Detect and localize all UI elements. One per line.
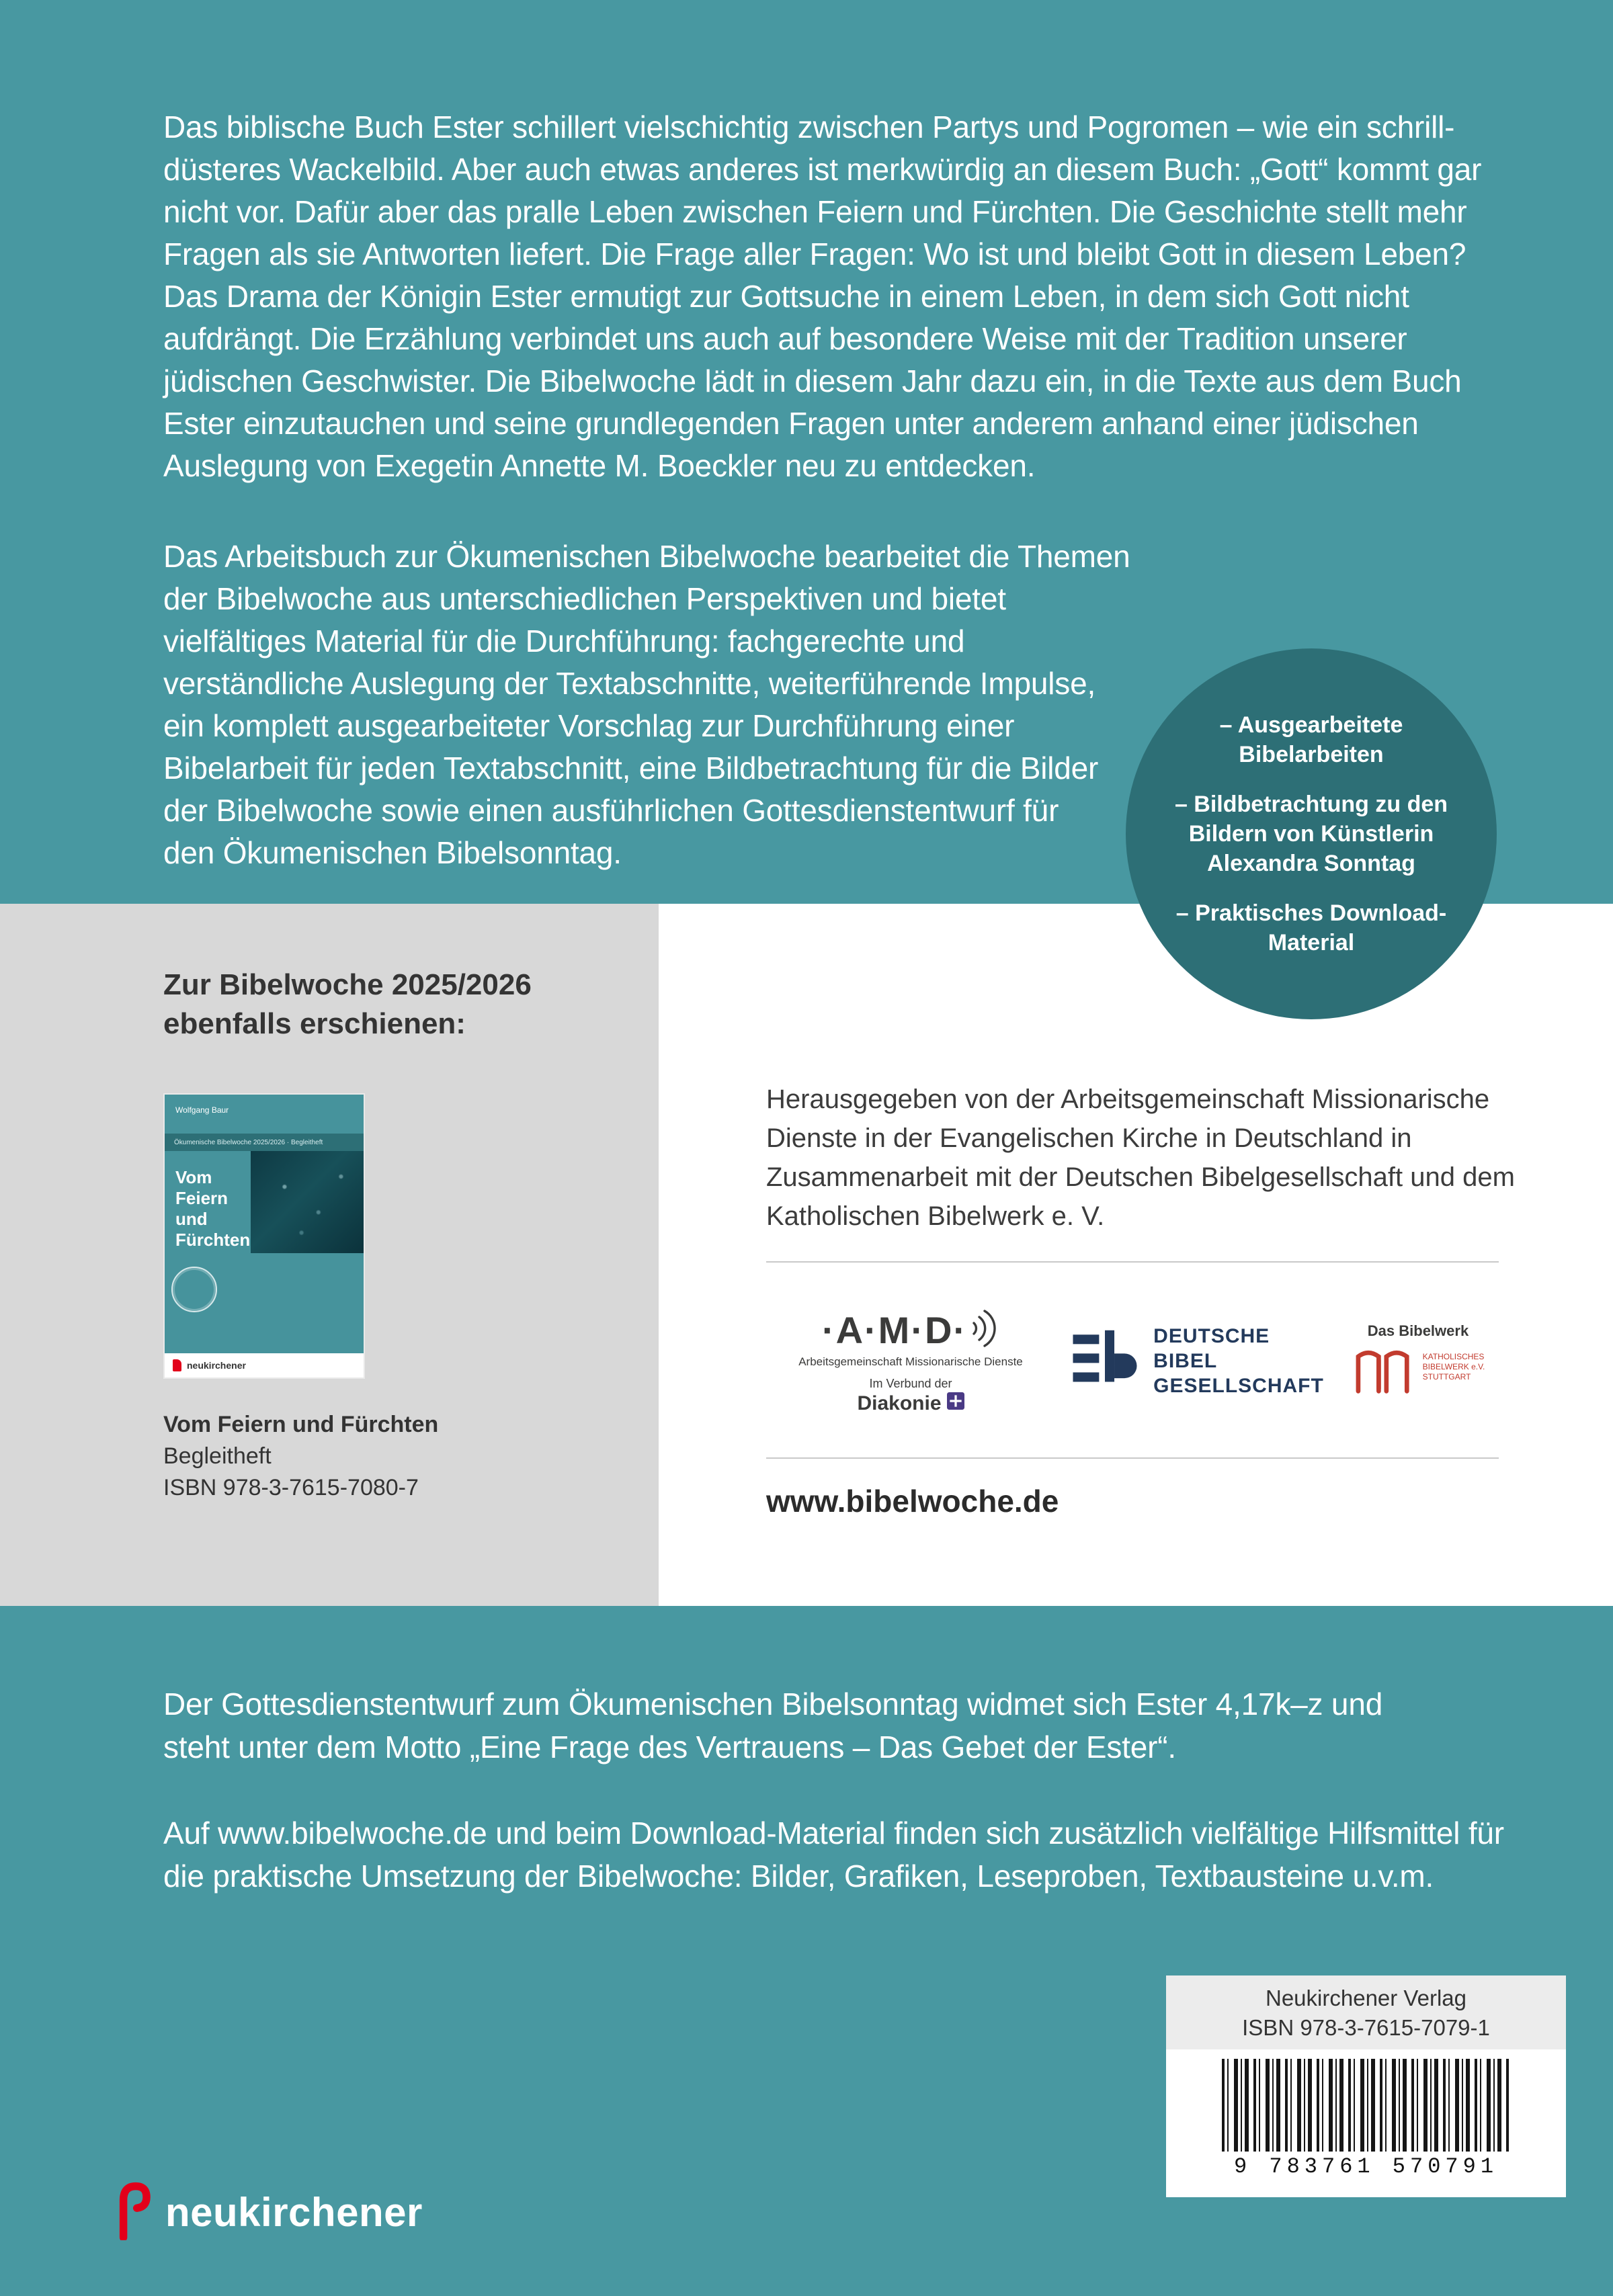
feature-circle [1126,648,1497,1019]
publisher-panel [659,904,1613,1606]
diakonie-crest-icon [947,1392,964,1415]
cover-publisher-name: neukirchener [187,1360,246,1371]
amd-network-line: Im Verbund der [869,1377,952,1390]
also-published-heading: Zur Bibelwoche 2025/2026 ebenfalls erschienen: [163,968,532,1040]
website-url: www.bibelwoche.de [766,1484,1059,1519]
publisher-logos-row [766,1280,1499,1441]
neukirchener-wordmark: neukirchener [165,2190,423,2235]
divider-bottom [766,1457,1499,1459]
amd-monogram: ·A·M·D· [821,1309,968,1351]
divider-top [766,1261,1499,1263]
caption-title: Vom Feiern und Fürchten [163,1412,439,1437]
cover-publisher-icon [173,1359,181,1371]
publisher-text: Herausgegeben von der Arbeitsgemeinschaft Missionarische Dienste in der Evangelischen Kirche in Deutschland in Zusammenarbeit mit der Deutschen Bibelgesellschaft und dem Katholischen Bibelwerk e. V. [766,1085,1515,1231]
bibelwerk-title: Das Bibelwerk [1367,1322,1469,1339]
amd-caption: Arbeitsgemeinschaft Missionarische Dienste [798,1355,1023,1368]
amd-soundwave-icon [970,1306,999,1354]
bibelwerk-book-icon [1352,1343,1416,1400]
dbg-book-icon [1069,1323,1141,1399]
cover-publisher-strip [165,1353,364,1377]
dbg-line2: BIBEL [1153,1349,1218,1372]
amd-logo [766,1306,1055,1415]
outro-paragraph-2: Auf www.bibelwoche.de und beim Download-Material finden sich zusätzlich vielfältige Hilfsmittel für die praktische Umsetzung der Bibelwoche: Bilder, Grafiken, Leseproben, Textbausteine u.v.m. [163,1816,1504,1894]
bibelwerk-line2: BIBELWERK e.V. [1422,1361,1485,1371]
book-cover-thumbnail [163,1093,365,1379]
cover-title: Vom Feiern und Fürchten [175,1167,251,1250]
feature-item-3: – Praktisches Download-Material [1175,900,1447,955]
barcode-isbn: ISBN 978-3-7615-7079-1 [1242,2015,1490,2040]
barcode-box [1166,1975,1566,2197]
ean-barcode [1222,2059,1511,2152]
cover-badge-icon [171,1267,217,1312]
diakonie-lockup [766,1392,1055,1415]
cover-series-band: Ökumenische Bibelwoche 2025/2026 · Begleitheft [165,1134,364,1151]
intro-paragraph-1: Das biblische Buch Ester schillert vielschichtig zwischen Partys und Pogromen – wie ein schrill-düsteres Wackelbild. Aber auch etwas anderes ist merkwürdig an diesem Buch: „Gott“ kommt gar nicht vor. Dafür aber das pralle Leben zwischen Feiern und Fürchten. Die Geschichte stellt mehr Fragen als sie Antworten liefert. Die Frage aller Fragen: Wo ist und bleibt Gott in diesem Leben? Das Drama der Königin Ester ermutigt zur Gottsuche in einem Leben, in dem sich Gott nicht aufdrängt. Die Erzählung verbindet uns auch auf besondere Weise mit der Tradition unserer jüdischen Geschwister. Die Bibelwoche lädt in diesem Jahr dazu ein, in die Texte aus dem Buch Ester einzutauchen und seine grundlegenden Fragen unter anderem anhand einer jüdischen Auslegung von Exegetin Annette M. Boeckler neu zu entdecken. [163,110,1482,483]
barcode-digits: 9 783761 570791 [1233,2154,1499,2179]
dbg-line1: DEUTSCHE [1153,1324,1270,1347]
bibelwerk-line3: STUTTGART [1422,1371,1471,1381]
cover-author: Wolfgang Baur [175,1105,229,1115]
cover-artwork-image [251,1151,364,1253]
feature-item-1: – Ausgearbeitete Bibelarbeiten [1219,712,1403,767]
barcode-header [1166,1975,1566,2049]
caption-isbn: ISBN 978-3-7615-7080-7 [163,1475,419,1500]
bibelwerk-line1: KATHOLISCHES [1422,1351,1485,1361]
diakonie-wordmark: Diakonie [857,1392,942,1414]
also-published-panel [0,904,659,1606]
feature-item-2: – Bildbetrachtung zu den Bildern von Künstlerin Alexandra Sonntag [1174,792,1448,876]
barcode-publisher: Neukirchener Verlag [1266,1986,1466,2010]
neukirchener-crozier-icon [113,2181,152,2244]
bibelwerk-logo [1337,1322,1499,1400]
dbg-line3: GESELLSCHAFT [1153,1374,1324,1397]
caption-subtitle: Begleitheft [163,1443,272,1469]
neukirchener-brand [113,2181,423,2244]
outro-paragraph-1: Der Gottesdienstentwurf zum Ökumenischen Bibelsonntag widmet sich Ester 4,17k–z und steht unter dem Motto „Eine Frage des Vertrauens – Das Gebet der Ester“. [163,1687,1383,1764]
intro-paragraph-2-text: Das Arbeitsbuch zur Ökumenischen Bibelwoche bearbeitet die Themen der Bibelwoche aus unterschiedlichen Perspektiven und bietet vielfältiges Material für die Durchführung: fachgerechte und verständliche Auslegung der Textabschnitte, weiterführende Impulse, ein komplett ausgearbeiteter Vorschlag zur Durchführung einer Bibelarbeit für jeden Textabschnitt, eine Bildbetrachtung für die Bilder der Bibelwoche sowie einen ausführlichen Gottesdienstentwurf für den Ökumenischen Bibelsonntag. [163,539,1130,870]
cover-caption [163,1409,438,1504]
deutsche-bibelgesellschaft-logo [1069,1323,1324,1399]
